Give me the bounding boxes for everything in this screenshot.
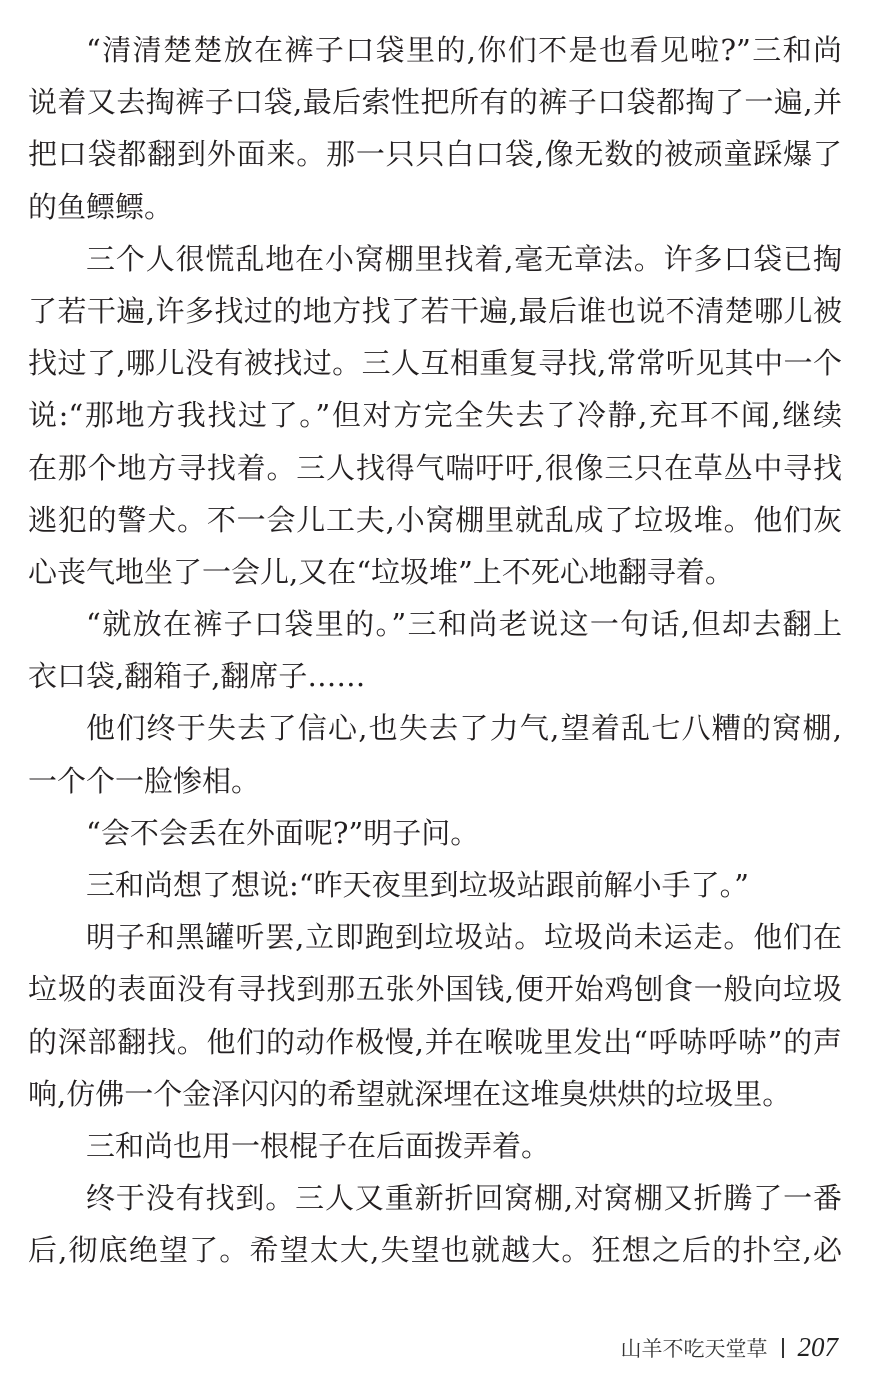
text-line: 心丧气地坐了一会儿,又在“垃圾堆”上不死心地翻寻着。 xyxy=(28,554,734,589)
text-line: 响,仿佛一个金泽闪闪的希望就深埋在这堆臭烘烘的垃圾里。 xyxy=(28,1076,792,1111)
text-line: 三个人很慌乱地在小窝棚里找着,毫无章法。许多口袋已掏 xyxy=(86,241,842,276)
text-line: 明子和黑罐听罢,立即跑到垃圾站。垃圾尚未运走。他们在 xyxy=(86,920,842,955)
text-line: 三和尚想了想说:“昨天夜里到垃圾站跟前解小手了。” xyxy=(86,868,749,902)
text-line: “就放在裤子口袋里的。”三和尚老说这一句话,但却去翻上 xyxy=(86,607,842,642)
text-line: 找过了,哪儿没有被找过。三人互相重复寻找,常常听见其中一个 xyxy=(28,346,842,381)
text-line: 把口袋都翻到外面来。那一只只白口袋,像无数的被顽童踩爆了 xyxy=(28,137,842,172)
text-line: 终于没有找到。三人又重新折回窝棚,对窝棚又折腾了一番 xyxy=(86,1181,842,1216)
body-text xyxy=(28,24,842,1277)
text-line: 在那个地方寻找着。三人找得气喘吁吁,很像三只在草丛中寻找 xyxy=(28,450,842,485)
text-line: 后,彻底绝望了。希望太大,失望也就越大。狂想之后的扑空,必 xyxy=(28,1233,842,1268)
text-line: 衣口袋,翻箱子,翻席子…… xyxy=(28,659,366,694)
footer-divider xyxy=(782,1338,784,1358)
text-line: 的鱼鳔鳔。 xyxy=(28,189,174,224)
page-number: 207 xyxy=(797,1332,838,1362)
text-line: 垃圾的表面没有寻找到那五张外国钱,便开始鸡刨食一般向垃圾 xyxy=(28,972,842,1007)
text-line: 说:“那地方我找过了。”但对方完全失去了冷静,充耳不闻,继续 xyxy=(28,398,842,433)
text-line: 他们终于失去了信心,也失去了力气,望着乱七八糟的窝棚, xyxy=(86,711,842,746)
running-title: 山羊不吃天堂草 xyxy=(620,1336,768,1361)
page-footer xyxy=(621,1332,839,1363)
text-line: 了若干遍,许多找过的地方找了若干遍,最后谁也说不清楚哪儿被 xyxy=(28,293,842,328)
text-line: “会不会丢在外面呢?”明子问。 xyxy=(86,815,480,850)
text-line: 三和尚也用一根棍子在后面拨弄着。 xyxy=(86,1128,551,1163)
text-line: 一个个一脸惨相。 xyxy=(28,763,261,798)
text-line: “清清楚楚放在裤子口袋里的,你们不是也看见啦?”三和尚 xyxy=(86,33,842,67)
text-line: 的深部翻找。他们的动作极慢,并在喉咙里发出“呼哧呼哧”的声 xyxy=(28,1024,842,1059)
text-line: 说着又去掏裤子口袋,最后索性把所有的裤子口袋都掏了一遍,并 xyxy=(28,85,842,120)
text-line: 逃犯的警犬。不一会儿工夫,小窝棚里就乱成了垃圾堆。他们灰 xyxy=(28,502,842,537)
